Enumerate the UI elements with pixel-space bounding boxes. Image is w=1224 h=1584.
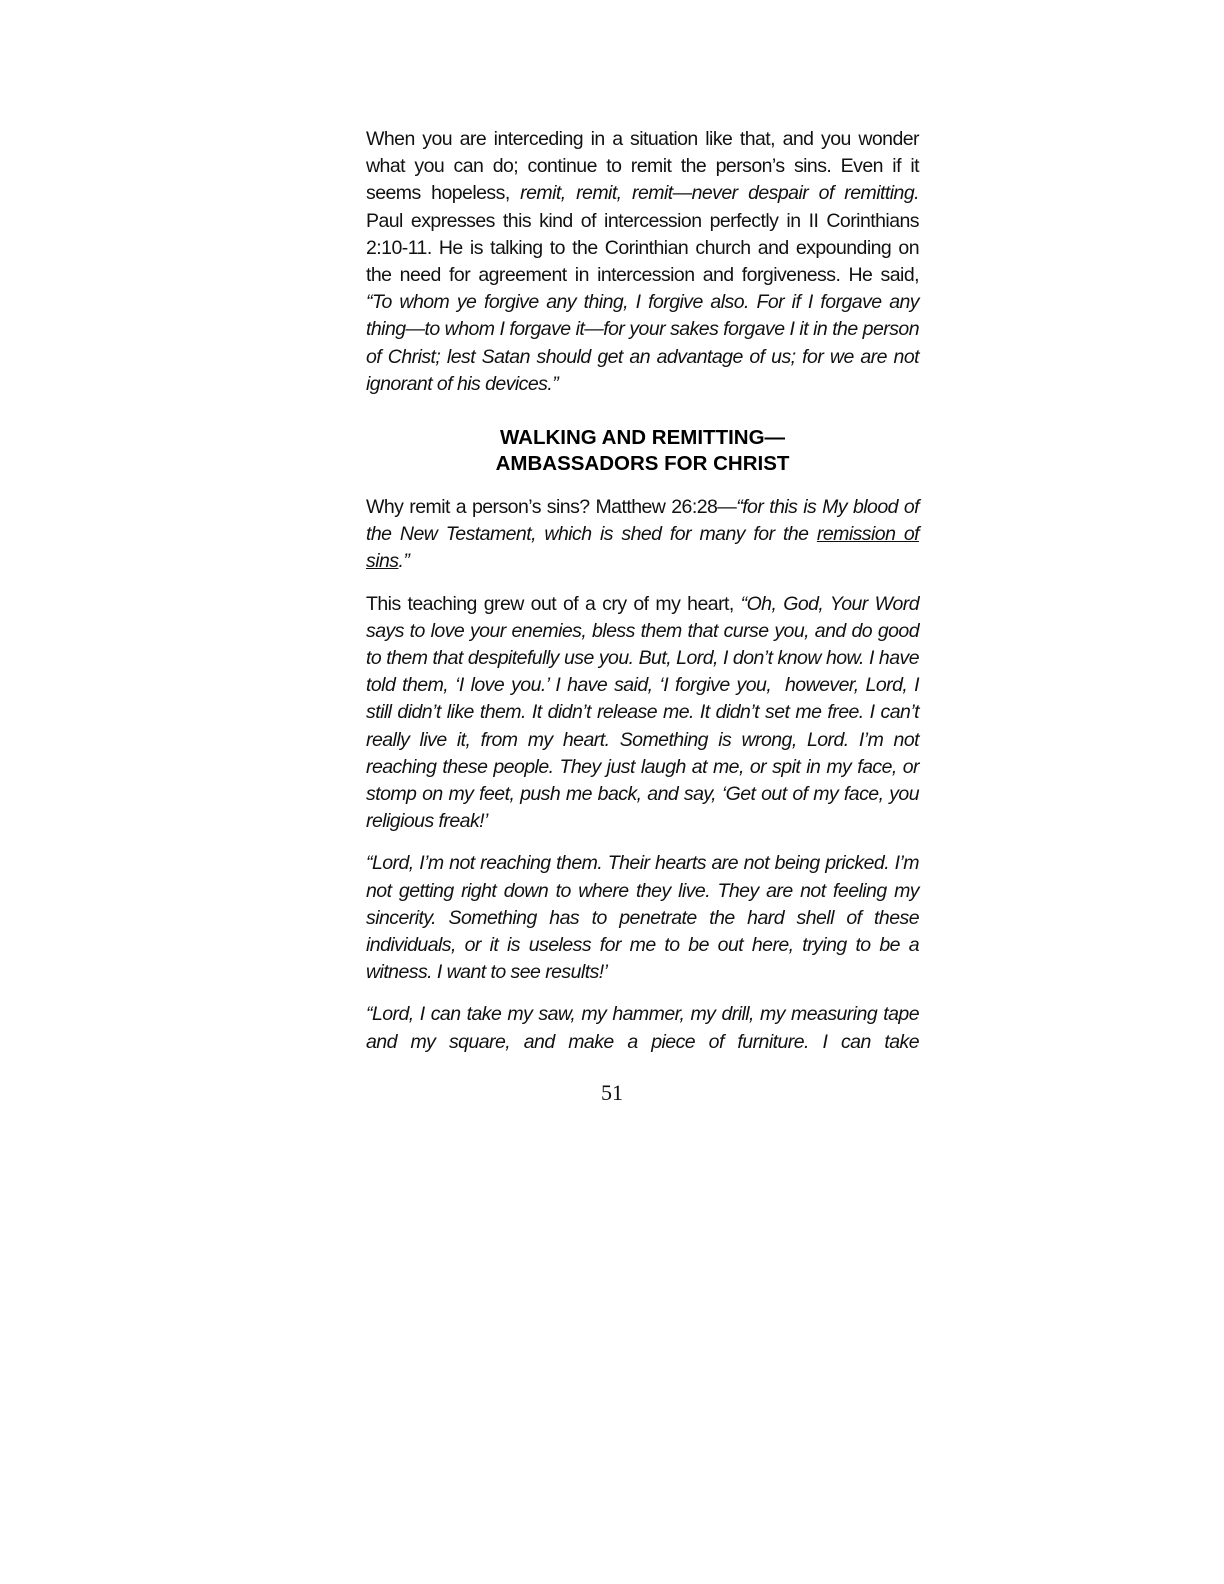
page-number: 51 — [601, 1080, 623, 1105]
paragraph-3 — [366, 591, 924, 836]
paragraph-2-text: Why remit a person’s sins? Matthew 26:28— — [366, 496, 737, 519]
paragraph-4 — [366, 850, 919, 986]
paragraph-1-italic: remit, remit, remit—never despair of remitting. — [520, 182, 919, 205]
section-heading-line-1: WALKING AND REMITTING— — [499, 426, 786, 450]
page-body — [366, 126, 934, 1056]
scripture-quote-corinthians: “To whom ye forgive any thing, I forgive also. For if I forgave any thing—to whom I forgave it—for your sakes forgave I it in the person of Christ; lest Satan should get an advantage of us; for we are not ignorant of his devices.” — [366, 291, 919, 395]
paragraph-2 — [366, 494, 919, 576]
paragraph-5 — [366, 1001, 919, 1055]
paragraph-3-text: This teaching grew out of a cry of my heart, — [366, 592, 741, 615]
scripture-quote-matthew: “for this is My blood of the New Testament, which is shed for many for the — [366, 496, 919, 546]
paragraph-1-text: When you are interceding in a situation like that, and you wonder what you can do; continue to remit the person’s sins. Even if it seems hopeless, — [366, 128, 919, 205]
paragraph-1-text-continued: Paul expresses this kind of intercession perfectly in II Corinthians 2:10-11. He is talking to the Corinthian church and expounding on the need for agreement in intercession and forgiveness. He said, — [366, 182, 934, 287]
underlined-phrase: remission of sins — [366, 523, 919, 573]
section-heading — [366, 425, 919, 477]
paragraph-3-italic: “Oh, God, Your Word says to love your enemies, bless them that curse you, and do good to them that despitefully use you. But, Lord, I don’t know how. I have told them, ‘I love you.’ I have said, ‘I forgive you, however, Lord, I still didn’t like them. It didn’t release me. It didn’t set me free. I can’t really live it, from my heart. Something is wrong, Lord. I’m not reaching these people. They just laugh at me, or spit in my face, or stomp on my feet, push me back, and say, ‘Get out of my face, you religious freak!’ — [366, 592, 924, 833]
quote-close: .” — [398, 550, 410, 573]
paragraph-1 — [366, 126, 934, 398]
paragraph-4-italic: “Lord, I’m not reaching them. Their hearts are not being pricked. I’m not getting right down to where they live. They are not feeling my sincerity. Something has to penetrate the hard shell of these individuals, or it is useless for me to be out here, trying to be a witness. I want to see results!’ — [366, 852, 919, 984]
paragraph-5-italic: “Lord, I can take my saw, my hammer, my drill, my measuring tape and my square, and make a piece of furniture. I can take — [366, 1003, 919, 1053]
section-heading-line-2: AMBASSADORS FOR CHRIST — [495, 452, 790, 476]
